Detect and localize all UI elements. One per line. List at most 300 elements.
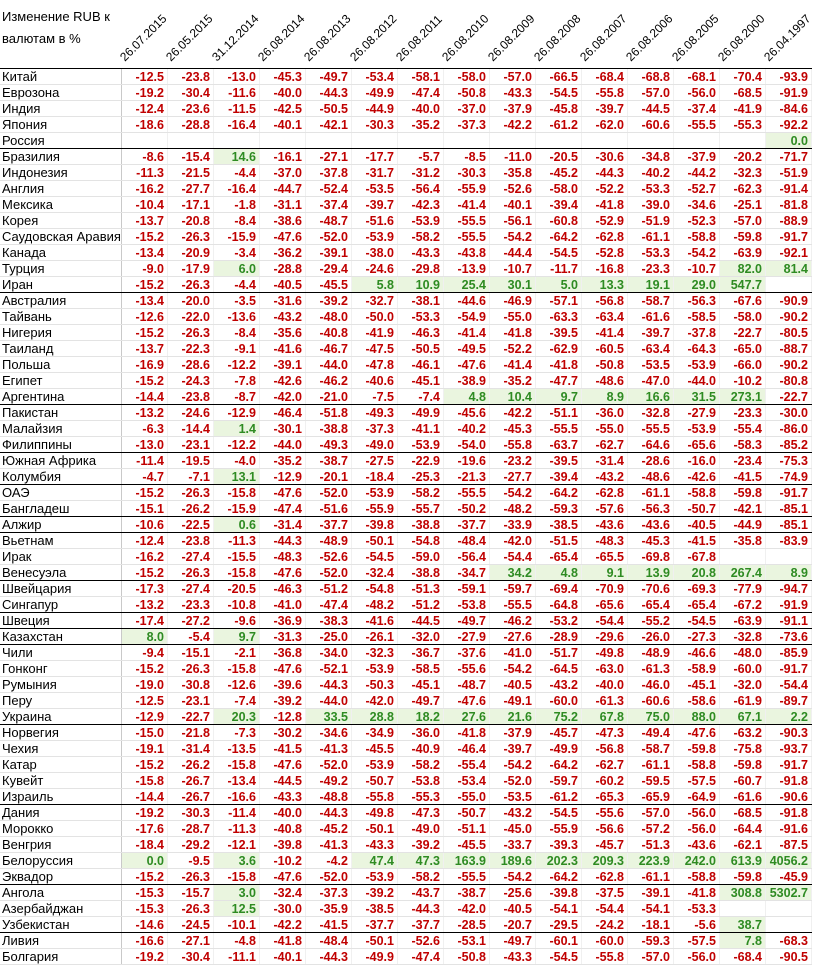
value-cell[interactable]: -52.0 <box>305 565 351 581</box>
value-cell[interactable] <box>765 549 811 565</box>
value-cell[interactable]: -74.9 <box>765 469 811 485</box>
value-cell[interactable]: -85.1 <box>765 501 811 517</box>
value-cell[interactable]: 613.9 <box>719 853 765 869</box>
value-cell[interactable]: -56.8 <box>581 741 627 757</box>
value-cell[interactable]: -53.8 <box>443 597 489 613</box>
value-cell[interactable]: -34.6 <box>673 197 719 213</box>
value-cell[interactable]: -40.9 <box>397 741 443 757</box>
value-cell[interactable]: -45.5 <box>351 741 397 757</box>
value-cell[interactable]: -20.0 <box>167 293 213 309</box>
value-cell[interactable]: -60.8 <box>535 213 581 229</box>
value-cell[interactable]: -39.1 <box>305 245 351 261</box>
country-cell[interactable]: Англия <box>0 181 121 197</box>
value-cell[interactable]: -41.0 <box>489 645 535 661</box>
value-cell[interactable]: -18.6 <box>121 117 167 133</box>
value-cell[interactable]: -53.3 <box>627 181 673 197</box>
value-cell[interactable]: -52.7 <box>673 181 719 197</box>
value-cell[interactable]: -57.0 <box>627 805 673 821</box>
value-cell[interactable]: -42.1 <box>305 117 351 133</box>
value-cell[interactable]: -47.0 <box>627 373 673 389</box>
value-cell[interactable]: -48.0 <box>719 645 765 661</box>
value-cell[interactable]: -55.6 <box>581 805 627 821</box>
value-cell[interactable]: -30.2 <box>259 725 305 741</box>
value-cell[interactable]: -14.4 <box>121 789 167 805</box>
country-cell[interactable]: Бразилия <box>0 149 121 165</box>
value-cell[interactable]: -19.0 <box>121 677 167 693</box>
value-cell[interactable]: -22.3 <box>167 341 213 357</box>
value-cell[interactable]: 47.3 <box>397 853 443 869</box>
value-cell[interactable]: 81.4 <box>765 261 811 277</box>
value-cell[interactable]: -55.9 <box>351 501 397 517</box>
country-cell[interactable]: Филиппины <box>0 437 121 453</box>
value-cell[interactable]: -11.6 <box>213 85 259 101</box>
value-cell[interactable]: -48.6 <box>581 373 627 389</box>
value-cell[interactable]: -48.0 <box>305 309 351 325</box>
country-cell[interactable]: Морокко <box>0 821 121 837</box>
value-cell[interactable]: -55.9 <box>535 821 581 837</box>
value-cell[interactable]: -39.7 <box>351 197 397 213</box>
value-cell[interactable]: -64.2 <box>535 757 581 773</box>
value-cell[interactable]: -15.8 <box>213 757 259 773</box>
value-cell[interactable]: -28.8 <box>259 261 305 277</box>
value-cell[interactable]: -51.6 <box>305 501 351 517</box>
value-cell[interactable]: -13.0 <box>213 69 259 85</box>
country-cell[interactable]: Эквадор <box>0 869 121 885</box>
value-cell[interactable]: -16.4 <box>213 117 259 133</box>
value-cell[interactable]: -20.1 <box>305 469 351 485</box>
value-cell[interactable]: -31.1 <box>259 197 305 213</box>
value-cell[interactable]: -49.3 <box>305 437 351 453</box>
value-cell[interactable]: -60.1 <box>535 933 581 949</box>
value-cell[interactable]: -45.5 <box>305 277 351 293</box>
value-cell[interactable]: -49.7 <box>443 613 489 629</box>
value-cell[interactable]: -37.7 <box>397 917 443 933</box>
value-cell[interactable]: -11.3 <box>213 821 259 837</box>
value-cell[interactable]: -61.3 <box>581 693 627 709</box>
value-cell[interactable]: -37.6 <box>443 645 489 661</box>
country-cell[interactable]: Ливия <box>0 933 121 949</box>
value-cell[interactable]: -45.6 <box>443 405 489 421</box>
value-cell[interactable]: -47.6 <box>259 661 305 677</box>
value-cell[interactable]: -41.0 <box>259 597 305 613</box>
value-cell[interactable]: -91.1 <box>765 613 811 629</box>
value-cell[interactable]: -94.7 <box>765 581 811 597</box>
value-cell[interactable]: -48.3 <box>581 533 627 549</box>
value-cell[interactable]: -49.7 <box>305 69 351 85</box>
value-cell[interactable]: -19.1 <box>121 741 167 757</box>
value-cell[interactable]: 4.8 <box>535 565 581 581</box>
value-cell[interactable]: -17.6 <box>121 821 167 837</box>
value-cell[interactable]: -50.5 <box>305 101 351 117</box>
value-cell[interactable]: -31.3 <box>259 629 305 645</box>
value-cell[interactable]: -26.3 <box>167 565 213 581</box>
value-cell[interactable]: -10.6 <box>121 517 167 533</box>
value-cell[interactable]: -86.0 <box>765 421 811 437</box>
country-cell[interactable]: Нигерия <box>0 325 121 341</box>
value-cell[interactable]: -38.8 <box>397 517 443 533</box>
value-cell[interactable]: -15.7 <box>167 885 213 901</box>
value-cell[interactable]: -24.5 <box>167 917 213 933</box>
value-cell[interactable]: -36.0 <box>397 725 443 741</box>
value-cell[interactable]: -13.2 <box>121 405 167 421</box>
value-cell[interactable]: -58.3 <box>719 437 765 453</box>
value-cell[interactable]: -58.2 <box>397 485 443 501</box>
value-cell[interactable]: -54.4 <box>489 549 535 565</box>
value-cell[interactable]: -65.4 <box>673 597 719 613</box>
value-cell[interactable]: -45.1 <box>397 373 443 389</box>
value-cell[interactable]: -66.5 <box>535 69 581 85</box>
value-cell[interactable]: -38.0 <box>351 245 397 261</box>
value-cell[interactable]: -57.1 <box>535 293 581 309</box>
value-cell[interactable]: -27.9 <box>443 629 489 645</box>
value-cell[interactable]: -58.0 <box>535 181 581 197</box>
value-cell[interactable]: -57.2 <box>627 821 673 837</box>
value-cell[interactable]: -28.6 <box>167 357 213 373</box>
value-cell[interactable]: 8.0 <box>121 629 167 645</box>
value-cell[interactable]: -41.8 <box>581 197 627 213</box>
value-cell[interactable]: -49.7 <box>489 933 535 949</box>
value-cell[interactable]: -40.2 <box>627 165 673 181</box>
value-cell[interactable]: -51.3 <box>397 581 443 597</box>
value-cell[interactable]: -38.8 <box>305 421 351 437</box>
value-cell[interactable]: -60.7 <box>719 773 765 789</box>
value-cell[interactable]: -26.2 <box>167 501 213 517</box>
value-cell[interactable]: -58.0 <box>719 309 765 325</box>
value-cell[interactable]: -13.4 <box>121 245 167 261</box>
value-cell[interactable]: -50.8 <box>443 85 489 101</box>
value-cell[interactable]: 1.4 <box>213 421 259 437</box>
value-cell[interactable]: -64.3 <box>673 341 719 357</box>
value-cell[interactable]: -54.5 <box>535 245 581 261</box>
value-cell[interactable]: -75.3 <box>765 453 811 469</box>
value-cell[interactable]: -54.1 <box>535 901 581 917</box>
value-cell[interactable]: -41.9 <box>351 325 397 341</box>
value-cell[interactable]: -46.1 <box>397 357 443 373</box>
value-cell[interactable]: -37.9 <box>489 101 535 117</box>
value-cell[interactable]: -46.0 <box>627 677 673 693</box>
value-cell[interactable]: -85.2 <box>765 437 811 453</box>
value-cell[interactable]: -15.8 <box>213 565 259 581</box>
value-cell[interactable]: -31.6 <box>259 293 305 309</box>
value-cell[interactable]: -44.9 <box>719 517 765 533</box>
value-cell[interactable]: -48.2 <box>351 597 397 613</box>
value-cell[interactable]: -45.0 <box>489 821 535 837</box>
value-cell[interactable]: -67.8 <box>673 549 719 565</box>
value-cell[interactable]: -49.9 <box>351 85 397 101</box>
value-cell[interactable]: -37.8 <box>673 325 719 341</box>
value-cell[interactable]: -43.6 <box>581 517 627 533</box>
value-cell[interactable]: -64.2 <box>535 229 581 245</box>
value-cell[interactable]: -51.2 <box>397 597 443 613</box>
country-cell[interactable]: Саудовская Аравия <box>2 228 121 244</box>
value-cell[interactable]: -49.4 <box>627 725 673 741</box>
value-cell[interactable]: -49.0 <box>351 437 397 453</box>
value-cell[interactable]: -61.1 <box>627 869 673 885</box>
value-cell[interactable]: -62.9 <box>535 341 581 357</box>
value-cell[interactable]: -3.5 <box>213 293 259 309</box>
value-cell[interactable]: -62.3 <box>719 181 765 197</box>
value-cell[interactable]: -43.3 <box>259 789 305 805</box>
value-cell[interactable]: -20.8 <box>167 213 213 229</box>
value-cell[interactable]: -34.7 <box>443 565 489 581</box>
value-cell[interactable]: -62.1 <box>719 837 765 853</box>
value-cell[interactable]: -28.6 <box>627 453 673 469</box>
value-cell[interactable]: 7.8 <box>719 933 765 949</box>
value-cell[interactable]: -40.1 <box>259 117 305 133</box>
country-cell[interactable]: Австралия <box>0 293 121 309</box>
value-cell[interactable]: -28.5 <box>443 917 489 933</box>
value-cell[interactable] <box>397 133 443 149</box>
value-cell[interactable] <box>259 133 305 149</box>
value-cell[interactable]: -45.3 <box>489 421 535 437</box>
value-cell[interactable]: -34.0 <box>305 645 351 661</box>
value-cell[interactable]: -53.4 <box>351 69 397 85</box>
value-cell[interactable]: -55.3 <box>397 789 443 805</box>
value-cell[interactable]: -46.9 <box>489 293 535 309</box>
value-cell[interactable]: -13.4 <box>121 293 167 309</box>
value-cell[interactable]: -56.3 <box>673 293 719 309</box>
value-cell[interactable]: -10.4 <box>121 197 167 213</box>
value-cell[interactable]: -17.1 <box>167 197 213 213</box>
value-cell[interactable]: -40.2 <box>443 421 489 437</box>
value-cell[interactable]: -55.4 <box>719 421 765 437</box>
value-cell[interactable]: -59.8 <box>719 869 765 885</box>
value-cell[interactable]: -13.7 <box>121 213 167 229</box>
value-cell[interactable]: -29.2 <box>167 837 213 853</box>
value-cell[interactable]: -20.2 <box>719 149 765 165</box>
value-cell[interactable]: -19.5 <box>167 453 213 469</box>
value-cell[interactable]: -59.8 <box>719 229 765 245</box>
value-cell[interactable]: -45.9 <box>765 869 811 885</box>
value-cell[interactable]: -23.2 <box>489 453 535 469</box>
value-cell[interactable]: -53.5 <box>489 789 535 805</box>
value-cell[interactable]: -15.3 <box>121 885 167 901</box>
value-cell[interactable]: -13.6 <box>213 309 259 325</box>
value-cell[interactable]: -42.3 <box>397 197 443 213</box>
value-cell[interactable]: -52.0 <box>305 757 351 773</box>
value-cell[interactable]: -90.2 <box>765 357 811 373</box>
value-cell[interactable]: -48.6 <box>627 469 673 485</box>
value-cell[interactable] <box>719 901 765 917</box>
value-cell[interactable]: -12.1 <box>213 837 259 853</box>
value-cell[interactable]: -57.5 <box>673 933 719 949</box>
value-cell[interactable]: -30.0 <box>259 901 305 917</box>
value-cell[interactable]: -20.7 <box>489 917 535 933</box>
value-cell[interactable]: -81.8 <box>765 197 811 213</box>
value-cell[interactable]: -10.8 <box>213 597 259 613</box>
value-cell[interactable]: -55.6 <box>443 661 489 677</box>
value-cell[interactable]: -55.2 <box>627 613 673 629</box>
value-cell[interactable]: -32.8 <box>627 405 673 421</box>
value-cell[interactable]: -31.4 <box>581 453 627 469</box>
value-cell[interactable]: -44.5 <box>397 613 443 629</box>
value-cell[interactable]: -39.5 <box>535 453 581 469</box>
value-cell[interactable]: -46.2 <box>305 373 351 389</box>
country-cell[interactable]: Венгрия <box>0 837 121 853</box>
value-cell[interactable]: -30.3 <box>443 165 489 181</box>
value-cell[interactable]: -23.1 <box>167 693 213 709</box>
country-cell[interactable]: Бангладеш <box>0 501 121 517</box>
value-cell[interactable]: -54.8 <box>397 533 443 549</box>
date-header[interactable] <box>623 0 676 69</box>
country-cell[interactable]: ОАЭ <box>0 485 121 501</box>
country-cell[interactable]: Пакистан <box>0 405 121 421</box>
value-cell[interactable]: -40.1 <box>489 197 535 213</box>
value-cell[interactable]: -52.0 <box>489 773 535 789</box>
value-cell[interactable]: -64.2 <box>535 869 581 885</box>
value-cell[interactable]: -47.3 <box>397 805 443 821</box>
value-cell[interactable]: -12.5 <box>121 693 167 709</box>
value-cell[interactable]: -14.4 <box>167 421 213 437</box>
country-cell[interactable]: Индонезия <box>0 165 121 181</box>
value-cell[interactable]: -65.4 <box>627 597 673 613</box>
value-cell[interactable]: -26.3 <box>167 485 213 501</box>
value-cell[interactable]: -24.3 <box>167 373 213 389</box>
value-cell[interactable] <box>765 901 811 917</box>
value-cell[interactable]: -49.3 <box>351 405 397 421</box>
value-cell[interactable]: -30.4 <box>167 85 213 101</box>
value-cell[interactable]: -52.1 <box>305 661 351 677</box>
value-cell[interactable]: -38.7 <box>305 453 351 469</box>
value-cell[interactable]: -42.2 <box>489 117 535 133</box>
value-cell[interactable]: -32.0 <box>719 677 765 693</box>
value-cell[interactable]: -65.5 <box>581 549 627 565</box>
value-cell[interactable]: -60.5 <box>581 341 627 357</box>
value-cell[interactable]: -4.8 <box>213 933 259 949</box>
value-cell[interactable]: -65.6 <box>673 437 719 453</box>
value-cell[interactable]: -47.6 <box>259 757 305 773</box>
country-cell[interactable]: Вьетнам <box>0 533 121 549</box>
value-cell[interactable]: -8.6 <box>121 149 167 165</box>
value-cell[interactable]: -75.8 <box>719 741 765 757</box>
value-cell[interactable]: -3.4 <box>213 245 259 261</box>
value-cell[interactable]: -15.9 <box>213 229 259 245</box>
value-cell[interactable]: -42.0 <box>489 533 535 549</box>
value-cell[interactable]: -21.3 <box>443 469 489 485</box>
value-cell[interactable]: -7.8 <box>213 373 259 389</box>
value-cell[interactable]: -47.7 <box>535 373 581 389</box>
value-cell[interactable]: -63.0 <box>581 661 627 677</box>
value-cell[interactable]: -85.1 <box>765 517 811 533</box>
value-cell[interactable]: -44.5 <box>627 101 673 117</box>
value-cell[interactable]: -7.5 <box>351 389 397 405</box>
value-cell[interactable]: -56.1 <box>489 213 535 229</box>
value-cell[interactable]: -48.3 <box>259 549 305 565</box>
value-cell[interactable]: -15.2 <box>121 565 167 581</box>
value-cell[interactable]: 189.6 <box>489 853 535 869</box>
value-cell[interactable]: -59.5 <box>627 773 673 789</box>
country-cell[interactable]: Россия <box>0 133 121 149</box>
value-cell[interactable]: -85.9 <box>765 645 811 661</box>
value-cell[interactable]: -18.1 <box>627 917 673 933</box>
value-cell[interactable]: -49.7 <box>397 693 443 709</box>
value-cell[interactable]: -22.7 <box>765 389 811 405</box>
value-cell[interactable]: -43.7 <box>397 885 443 901</box>
value-cell[interactable]: -41.8 <box>489 325 535 341</box>
value-cell[interactable]: -58.5 <box>673 309 719 325</box>
value-cell[interactable]: -59.7 <box>489 581 535 597</box>
value-cell[interactable]: 30.1 <box>489 277 535 293</box>
country-cell[interactable]: Гонконг <box>0 661 121 677</box>
value-cell[interactable]: -69.8 <box>627 549 673 565</box>
value-cell[interactable]: -15.1 <box>167 645 213 661</box>
date-header[interactable] <box>439 0 492 69</box>
value-cell[interactable]: -15.2 <box>121 229 167 245</box>
value-cell[interactable]: -41.5 <box>673 533 719 549</box>
value-cell[interactable]: -64.8 <box>535 597 581 613</box>
value-cell[interactable]: 308.8 <box>719 885 765 901</box>
value-cell[interactable]: -61.1 <box>627 757 673 773</box>
value-cell[interactable]: -53.3 <box>397 309 443 325</box>
value-cell[interactable] <box>305 133 351 149</box>
value-cell[interactable]: -15.2 <box>121 485 167 501</box>
value-cell[interactable]: -66.0 <box>719 357 765 373</box>
value-cell[interactable]: 9.1 <box>581 565 627 581</box>
value-cell[interactable]: -32.7 <box>351 293 397 309</box>
value-cell[interactable]: -47.4 <box>259 501 305 517</box>
value-cell[interactable]: -26.7 <box>167 773 213 789</box>
value-cell[interactable]: -42.2 <box>489 405 535 421</box>
value-cell[interactable]: -68.3 <box>765 933 811 949</box>
value-cell[interactable]: -24.2 <box>581 917 627 933</box>
value-cell[interactable]: -12.2 <box>213 437 259 453</box>
value-cell[interactable]: -59.8 <box>719 757 765 773</box>
value-cell[interactable]: -6.3 <box>121 421 167 437</box>
country-cell[interactable]: Болгария <box>0 949 121 965</box>
value-cell[interactable]: -9.6 <box>213 613 259 629</box>
value-cell[interactable]: -32.3 <box>351 645 397 661</box>
value-cell[interactable]: -92.2 <box>765 117 811 133</box>
value-cell[interactable]: -92.1 <box>765 245 811 261</box>
date-header[interactable] <box>347 0 400 69</box>
value-cell[interactable]: -40.8 <box>305 325 351 341</box>
value-cell[interactable]: -5.6 <box>673 917 719 933</box>
value-cell[interactable]: -43.6 <box>673 837 719 853</box>
value-cell[interactable]: -47.6 <box>443 693 489 709</box>
value-cell[interactable]: -54.2 <box>489 869 535 885</box>
value-cell[interactable]: -65.6 <box>581 597 627 613</box>
value-cell[interactable]: -90.5 <box>765 949 811 965</box>
value-cell[interactable]: -15.5 <box>213 549 259 565</box>
value-cell[interactable]: -31.4 <box>259 517 305 533</box>
country-cell[interactable]: Чили <box>0 645 121 661</box>
value-cell[interactable]: -49.9 <box>535 741 581 757</box>
value-cell[interactable]: -51.2 <box>305 581 351 597</box>
value-cell[interactable]: -58.2 <box>397 229 443 245</box>
value-cell[interactable]: -33.9 <box>489 517 535 533</box>
value-cell[interactable]: 67.1 <box>719 709 765 725</box>
value-cell[interactable]: -53.9 <box>351 757 397 773</box>
value-cell[interactable]: -5.7 <box>397 149 443 165</box>
country-cell[interactable]: Венесуэла <box>0 565 121 581</box>
value-cell[interactable]: -36.7 <box>397 645 443 661</box>
value-cell[interactable]: -41.3 <box>305 741 351 757</box>
value-cell[interactable]: -10.2 <box>259 853 305 869</box>
value-cell[interactable]: -56.4 <box>443 549 489 565</box>
country-cell[interactable]: Алжир <box>0 517 121 533</box>
value-cell[interactable]: -58.6 <box>673 693 719 709</box>
value-cell[interactable]: -58.7 <box>627 741 673 757</box>
value-cell[interactable]: -35.6 <box>259 325 305 341</box>
country-cell[interactable]: Мексика <box>0 197 121 213</box>
country-cell[interactable]: Украина <box>0 709 121 725</box>
value-cell[interactable]: -42.0 <box>443 901 489 917</box>
value-cell[interactable]: -52.0 <box>305 229 351 245</box>
value-cell[interactable]: -53.9 <box>351 229 397 245</box>
value-cell[interactable]: -29.8 <box>397 261 443 277</box>
value-cell[interactable]: -48.4 <box>443 533 489 549</box>
value-cell[interactable]: 88.0 <box>673 709 719 725</box>
